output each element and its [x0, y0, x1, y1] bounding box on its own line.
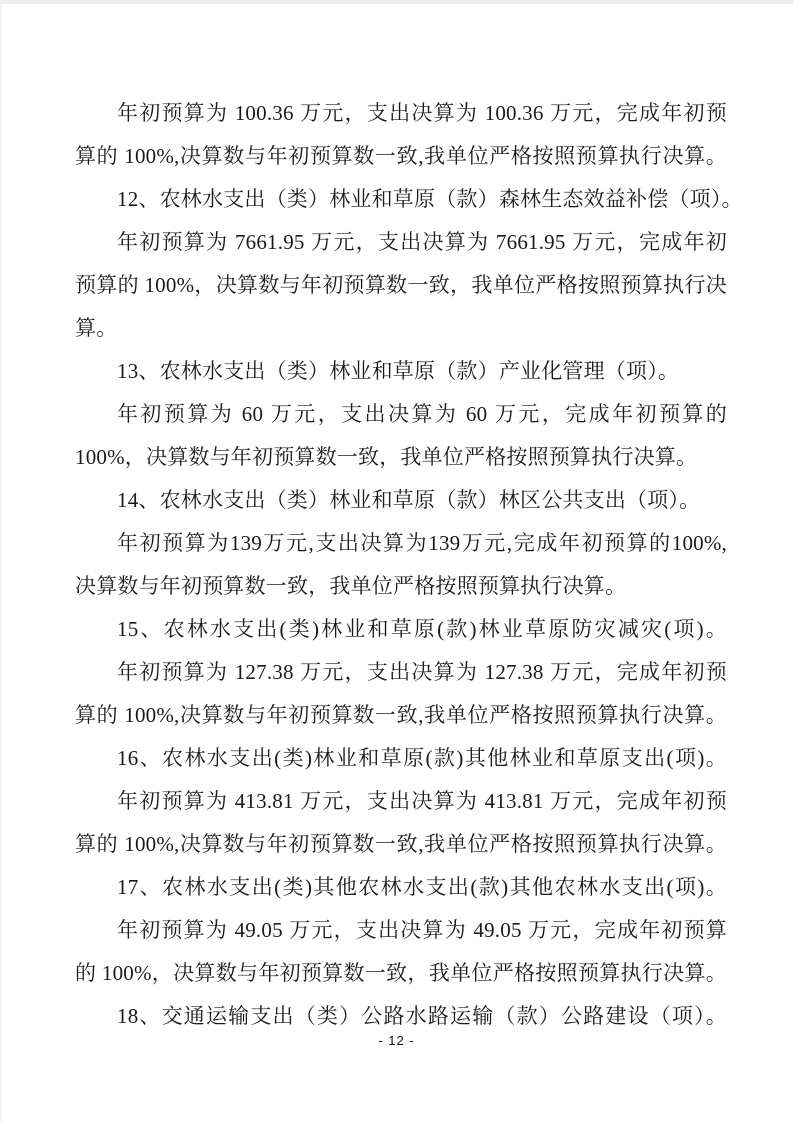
- text-line: 算。: [75, 316, 118, 340]
- budget-item-heading: 13、农林水支出（类）林业和草原（款）产业化管理（项）。: [117, 359, 680, 383]
- text-line: 算的 100%,决算数与年初预算数一致,我单位严格按照预算执行决算。: [75, 703, 727, 727]
- budget-item-heading: 12、农林水支出（类）林业和草原（款）森林生态效益补偿（项）。: [117, 187, 743, 211]
- budget-item-heading: 17、农林水支出(类)其他农林水支出(款)其他农林水支出(项)。: [117, 875, 727, 899]
- text-line: 预算的 100%，决算数与年初预算数一致，我单位严格按照预算执行决: [75, 273, 727, 297]
- text-line: 年初预算为139万元,支出决算为139万元,完成年初预算的100%,: [117, 531, 727, 555]
- text-line: 的 100%，决算数与年初预算数一致，我单位严格按照预算执行决算。: [75, 961, 727, 985]
- text-line: 年初预算为 413.81 万元，支出决算为 413.81 万元，完成年初预: [117, 789, 727, 813]
- text-line: 年初预算为 127.38 万元，支出决算为 127.38 万元，完成年初预: [117, 660, 727, 684]
- text-line: 年初预算为 7661.95 万元，支出决算为 7661.95 万元，完成年初: [117, 230, 727, 254]
- budget-item-heading: 16、农林水支出(类)林业和草原(款)其他林业和草原支出(项)。: [117, 746, 727, 770]
- text-line: 决算数与年初预算数一致，我单位严格按照预算执行决算。: [75, 574, 627, 598]
- document-body: [75, 92, 743, 1038]
- budget-item-heading: 15、农林水支出(类)林业和草原(款)林业草原防灾减灾(项)。: [117, 617, 727, 641]
- text-line: 年初预算为 60 万元，支出决算为 60 万元，完成年初预算的: [117, 402, 727, 426]
- text-line: 100%，决算数与年初预算数一致，我单位严格按照预算执行决算。: [75, 445, 698, 469]
- text-line: 算的 100%,决算数与年初预算数一致,我单位严格按照预算执行决算。: [75, 832, 727, 856]
- page-number: - 12 -: [378, 1033, 415, 1048]
- text-line: 年初预算为 100.36 万元，支出决算为 100.36 万元，完成年初预: [117, 101, 727, 125]
- text-line: 算的 100%,决算数与年初预算数一致,我单位严格按照预算执行决算。: [75, 144, 727, 168]
- budget-item-heading: 18、交通运输支出（类）公路水路运输（款）公路建设（项）。: [117, 1004, 727, 1028]
- text-line: 年初预算为 49.05 万元，支出决算为 49.05 万元，完成年初预算: [117, 918, 727, 942]
- budget-item-heading: 14、农林水支出（类）林业和草原（款）林区公共支出（项）。: [117, 488, 701, 512]
